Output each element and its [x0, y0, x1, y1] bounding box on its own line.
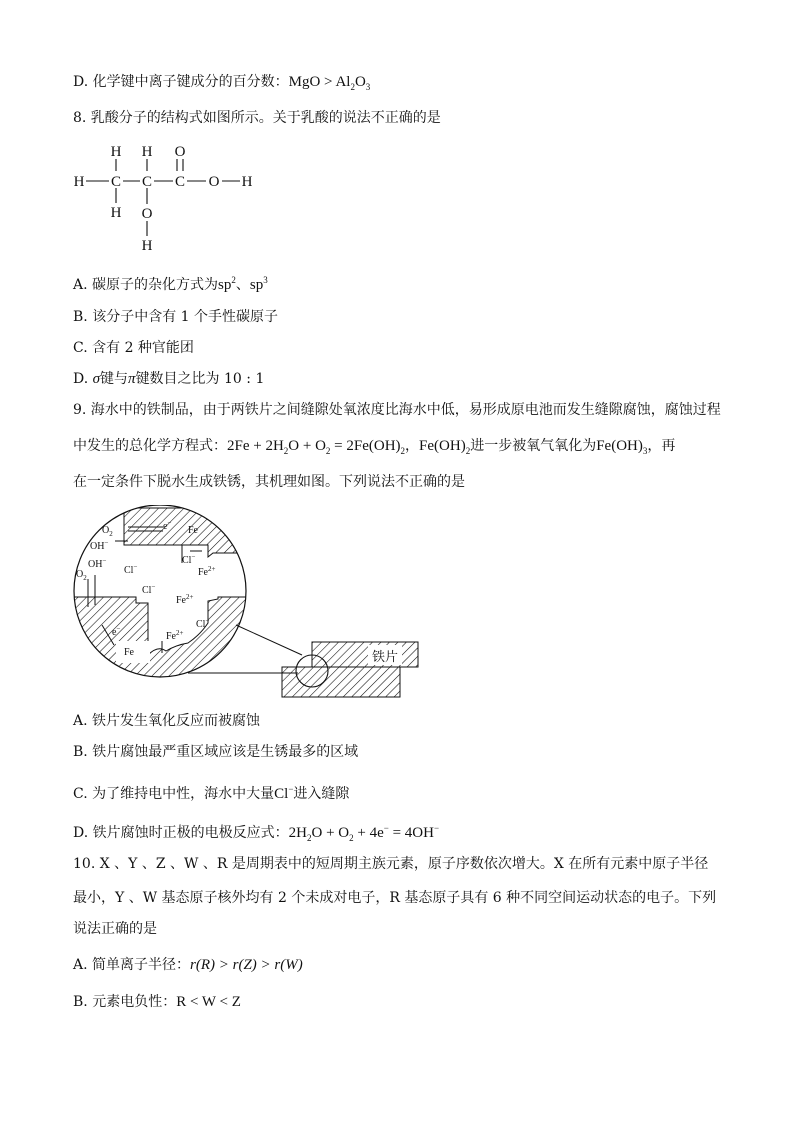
atom-o: O	[141, 206, 153, 222]
svg-text:e−: e−	[112, 625, 121, 638]
q8-option-c: C. 含有 2 种官能团	[73, 340, 194, 356]
q10-option-b: B. 元素电负性：R < W < Z	[73, 994, 241, 1010]
svg-text:Cl−: Cl−	[124, 563, 138, 576]
q8-option-d: D. σ键与π键数目之比为 10 : 1	[73, 371, 265, 387]
atom-h: H	[110, 205, 122, 221]
q9-option-c: C. 为了维持电中性，海水中大量Cl−进入缝隙	[73, 784, 350, 802]
svg-text:Fe: Fe	[124, 647, 134, 658]
svg-text:Cl−: Cl−	[196, 617, 210, 630]
atom-h: H	[241, 174, 253, 190]
lactic-acid-structure	[66, 138, 276, 256]
atom-h: H	[141, 238, 153, 254]
svg-text:O2: $O_2$	[102, 525, 113, 538]
crevice-corrosion-diagram	[68, 505, 428, 705]
q9-option-b: B. 铁片腐蚀最严重区域应该是生锈最多的区域	[73, 744, 359, 760]
q10-stem-line3: 说法正确的是	[73, 921, 157, 937]
svg-text:O2: $O_2$	[76, 569, 87, 582]
svg-text:Cl−: Cl−	[142, 583, 156, 596]
svg-text:Cl−: Cl−	[182, 553, 196, 566]
q8-option-a: A. 碳原子的杂化方式为$sp^2$、$sp^3$	[73, 275, 268, 293]
svg-text:Fe2+: $Fe^{2+}$	[198, 565, 216, 578]
q9-stem-line1: 9. 海水中的铁制品，由于两铁片之间缝隙处氧浓度比海水中低，易形成原电池而发生缝隙腐蚀，腐蚀过程	[73, 402, 721, 418]
q7-option-d: D. 化学键中离子键成分的百分数：MgO > $Al_2O_3$	[73, 74, 371, 92]
atom-c: C	[110, 174, 122, 190]
q8-option-b: B. 该分子中含有 1 个手性碳原子	[73, 309, 278, 325]
svg-text:OH−: OH−	[88, 557, 107, 570]
atom-h: H	[110, 144, 122, 160]
atom-h: H	[141, 144, 153, 160]
q10-option-a: A. 简单离子半径：r(R) > r(Z) > r(W)	[73, 957, 303, 973]
atom-c: C	[174, 174, 186, 190]
q8-stem: 8. 乳酸分子的结构式如图所示。关于乳酸的说法不正确的是	[73, 110, 441, 126]
svg-text:e−: e−	[163, 519, 172, 532]
iron-label: 铁片	[372, 649, 399, 664]
q7-d-formula: MgO > $Al_2O_3$	[288, 74, 371, 92]
svg-text:Fe2+: $Fe^{2+}$	[176, 593, 194, 606]
q9-stem-line2: 中发生的总化学方程式：$2Fe + 2H_2O + O_2 = 2Fe(OH)_2$，$Fe(OH)_2$进一步被氧气氧化为$Fe(OH)_3$，再	[73, 438, 676, 456]
q9-option-d: D. 铁片腐蚀时正极的电极反应式：$2H_2O + O_2 + 4e^- = 4OH^-$	[73, 823, 440, 843]
atom-o: O	[208, 174, 220, 190]
atom-o: O	[174, 144, 186, 160]
atom-c: C	[141, 174, 153, 190]
q9-stem-line3: 在一定条件下脱水生成铁锈，其机理如图。下列说法不正确的是	[73, 474, 465, 490]
q10-stem-line2: 最小，Y 、W 基态原子核外均有 2 个未成对电子，R 基态原子具有 6 种不同空间运动状态的电子。下列	[73, 890, 717, 906]
svg-text:Fe2+: $Fe^{2+}$	[166, 629, 184, 642]
upper-iron-plate	[312, 642, 418, 667]
svg-text:OH−: OH−	[90, 539, 109, 552]
svg-text:Fe: Fe	[188, 525, 198, 536]
atom-h: H	[73, 174, 85, 190]
q9-option-a: A. 铁片发生氧化反应而被腐蚀	[73, 713, 261, 729]
q10-stem-line1: 10. X 、Y 、Z 、W 、R 是周期表中的短周期主族元素，原子序数依次增大。X 在所有元素中原子半径	[73, 856, 709, 872]
